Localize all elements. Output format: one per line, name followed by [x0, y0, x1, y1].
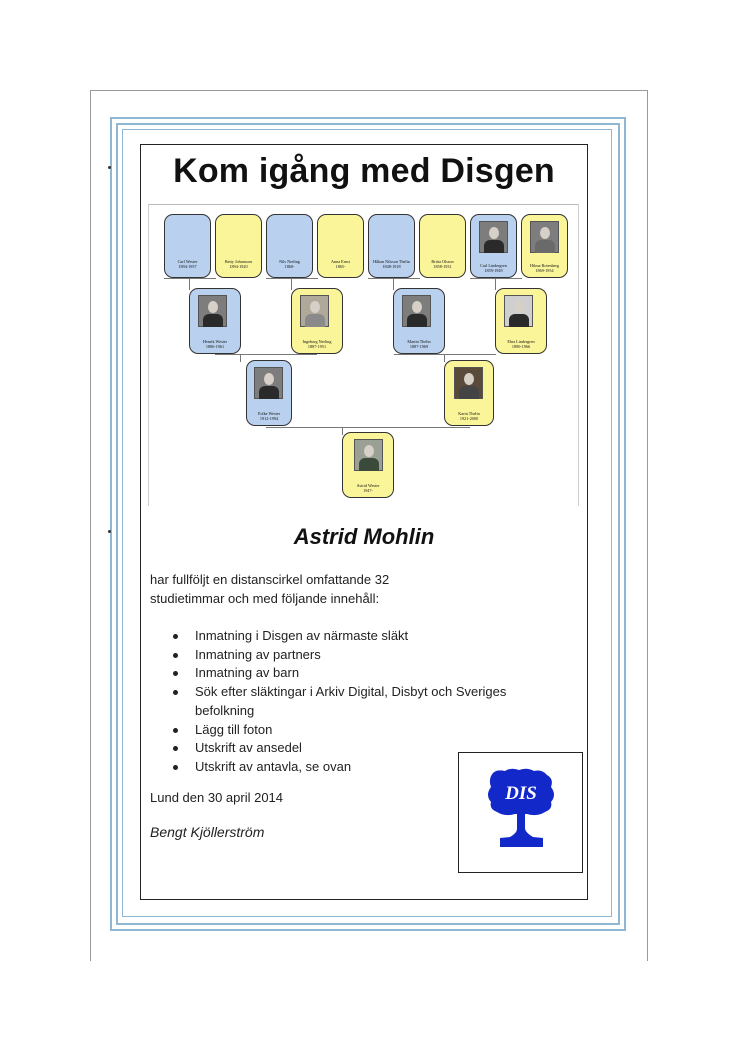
tree-person[interactable] — [317, 214, 364, 278]
person-label: Hilma Rotenberg 1869-1954 — [530, 263, 559, 273]
dis-logo — [458, 752, 583, 873]
intro-line: har fullföljt en distanscirkel omfattande 32 — [150, 572, 390, 587]
tree-person[interactable] — [342, 432, 394, 498]
portrait-photo — [504, 295, 533, 327]
participant-name: Astrid Mohlin — [293, 524, 435, 549]
person-label: Folke Wester 1912-1994 — [257, 411, 281, 421]
list-item: Utskrift av antavla, se ovan — [170, 758, 530, 777]
list-item: Sök efter släktingar i Arkiv Digital, Disbyt och Sveriges befolkning — [170, 683, 530, 720]
person-label: Astrid Wester 1947- — [356, 483, 380, 493]
dis-tree-logo-icon — [479, 767, 564, 862]
tree-person[interactable] — [521, 214, 568, 278]
family-tree — [148, 204, 579, 506]
person-label: Nils Nerling 1860- — [279, 259, 300, 269]
intro-text — [150, 570, 560, 608]
bullet-icon — [173, 765, 178, 770]
tree-person[interactable] — [470, 214, 517, 278]
portrait-photo — [454, 367, 483, 399]
portrait-photo — [254, 367, 283, 399]
person-label: Henrik Wester 1886-1961 — [202, 339, 228, 349]
bullet-icon — [173, 690, 178, 695]
tree-person[interactable] — [215, 214, 262, 278]
list-item: Inmatning av barn — [170, 664, 530, 683]
portrait-photo — [354, 439, 383, 471]
person-label: Carl Wester 1894-1957 — [177, 259, 198, 269]
tree-person[interactable] — [444, 360, 494, 426]
tree-person[interactable] — [419, 214, 466, 278]
signature: Bengt Kjöllerström — [150, 824, 265, 840]
person-label: Karin Thelin 1921-2000 — [458, 411, 480, 421]
tree-person[interactable] — [495, 288, 547, 354]
portrait-photo — [198, 295, 227, 327]
margin-mark — [108, 530, 111, 533]
list-item: Lägg till foton — [170, 721, 530, 740]
place-date: Lund den 30 april 2014 — [150, 790, 284, 805]
list-item: Utskrift av ansedel — [170, 739, 530, 758]
document-title: Kom igång med Disgen — [173, 152, 555, 190]
person-label: Elna Lindergren 1890-1966 — [507, 339, 535, 349]
person-label: Martin Thelin 1887-1969 — [407, 339, 431, 349]
portrait-photo — [479, 221, 508, 253]
margin-mark — [108, 166, 111, 169]
person-label: Ingeborg Nerling 1887-1951 — [302, 339, 332, 349]
tree-person[interactable] — [291, 288, 343, 354]
portrait-photo — [300, 295, 329, 327]
tree-person[interactable] — [266, 214, 313, 278]
person-label: Håkan Nilsson Thelin 1848-1918 — [373, 259, 410, 269]
person-label: Britta Olsson 1858-1931 — [431, 259, 454, 269]
list-item: Inmatning av partners — [170, 646, 530, 665]
person-label: Betty Johansson 1894-1920 — [224, 259, 253, 269]
bullet-icon — [173, 634, 178, 639]
intro-line: studietimmar och med följande innehåll: — [150, 591, 380, 606]
tree-person[interactable] — [189, 288, 241, 354]
logo-text: DIS — [505, 783, 537, 804]
bullet-icon — [173, 671, 178, 676]
tree-person[interactable] — [393, 288, 445, 354]
person-label: Anna Ernst 1865- — [331, 259, 350, 269]
bullet-icon — [173, 728, 178, 733]
tree-person[interactable] — [368, 214, 415, 278]
person-label: Carl Lindergren 1859-1949 — [480, 263, 507, 273]
tree-person[interactable] — [164, 214, 211, 278]
portrait-photo — [402, 295, 431, 327]
bullet-icon — [173, 746, 178, 751]
portrait-photo — [530, 221, 559, 253]
tree-person[interactable] — [246, 360, 292, 426]
bullet-icon — [173, 653, 178, 658]
list-item: Inmatning i Disgen av närmaste släkt — [170, 627, 530, 646]
